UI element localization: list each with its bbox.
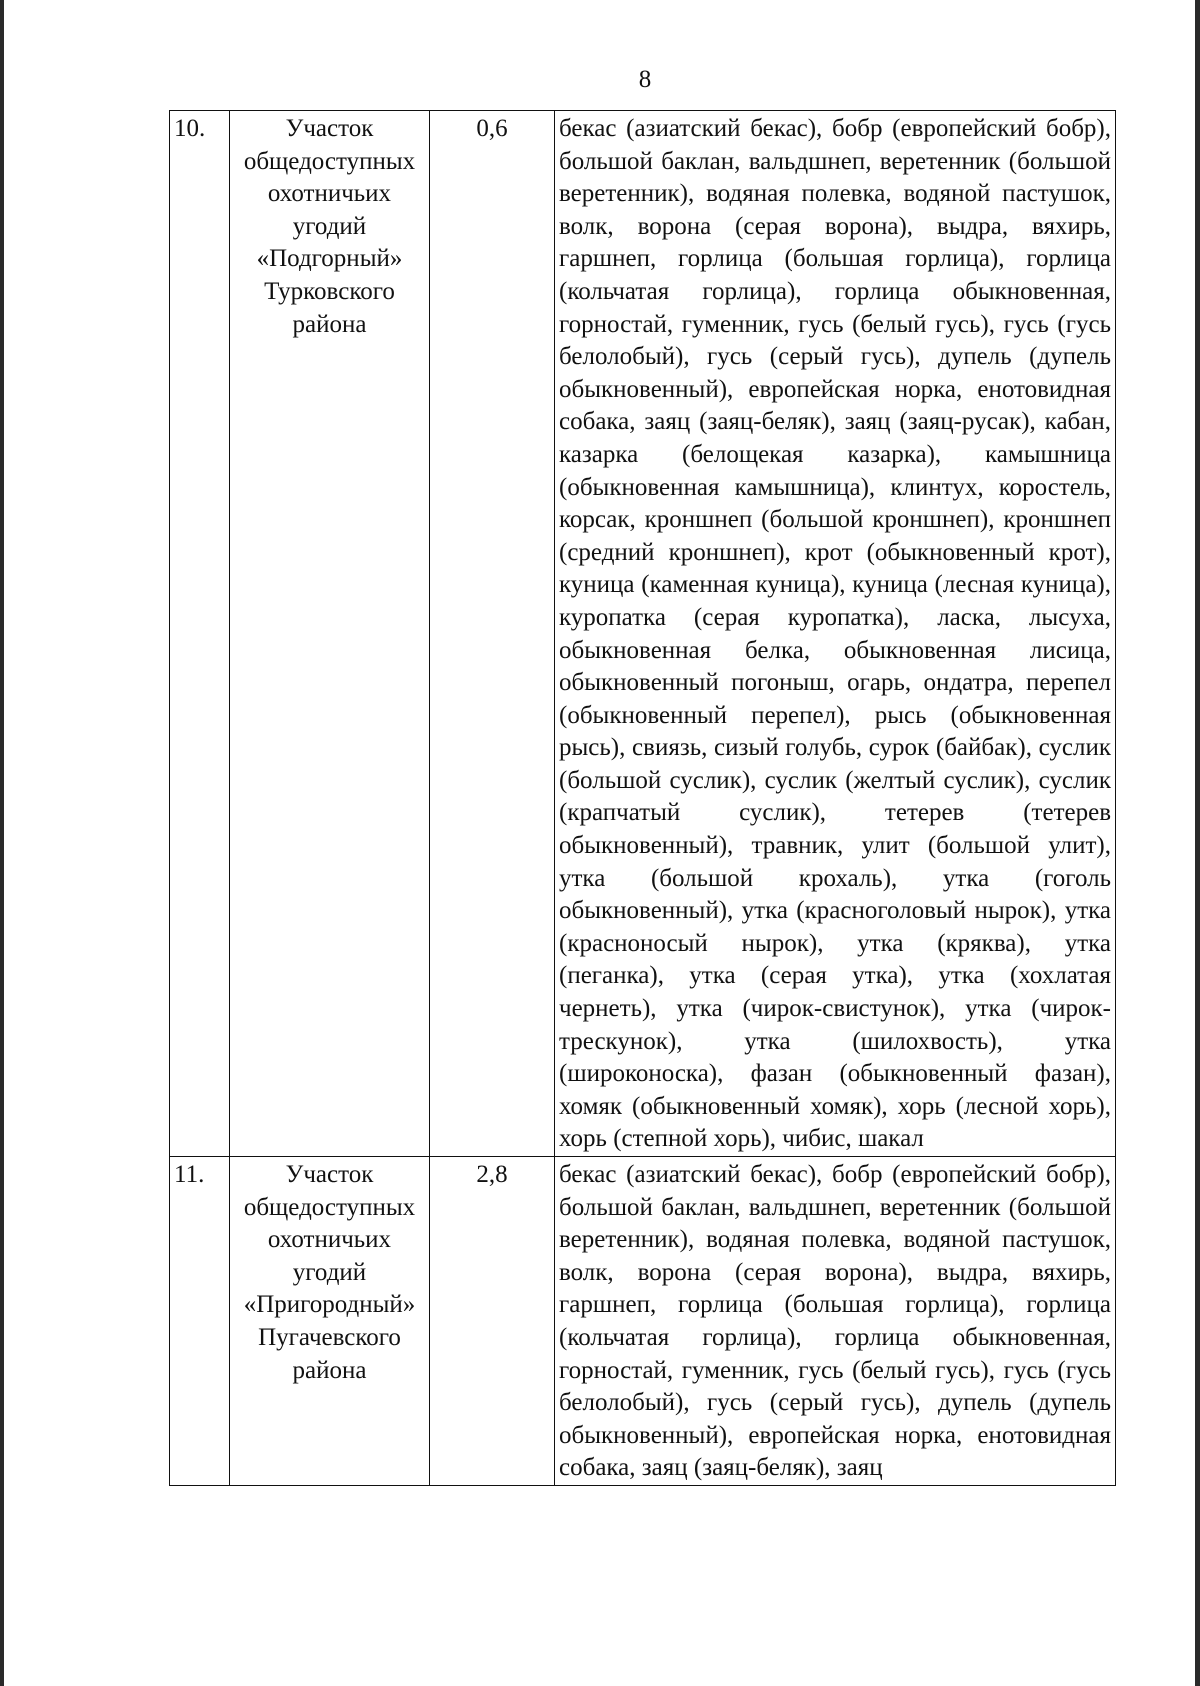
ground-name [230,111,430,1157]
ground-area: 0,6 [430,111,555,1157]
ground-name-line: района [292,310,367,338]
ground-name-line: Пугачевского [258,1323,401,1351]
scan-edge-right [1195,0,1200,1686]
ground-name-line: Участок [285,115,374,142]
scan-edge-left [0,0,4,1686]
table-row [170,1157,1116,1486]
species-list: бекас (азиатский бекас), бобр (европейский бобр), большой баклан, вальдшнеп, веретенник (большой веретенник), водяная полевка, водяной пастушок, волк, ворона (серая ворона), выдра, вяхирь, гаршнеп, горлица (большая горлица), горлица (кольчатая горлица), горлица обыкновенная, горностай, гуменник, гусь (белый гусь), гусь (гусь белолобый), гусь (серый гусь), дупель (дупель обыкновенный), европейская норка, енотовидная собака, заяц (заяц-беляк), заяц [555,1157,1116,1486]
ground-name-line: Турковского [264,277,395,305]
ground-name-line: «Подгорный» [256,245,403,273]
ground-name-line: «Пригородный» [243,1291,416,1319]
ground-name-line: охотничьих [267,180,392,208]
ground-name-line: угодий [292,212,367,240]
ground-name [230,1157,430,1486]
table-row [170,111,1116,1157]
ground-name-line: района [292,1356,367,1384]
row-number: 10. [170,111,230,1157]
ground-name-line: общедоступных [243,1193,416,1221]
ground-name-line: Участок [285,1161,374,1188]
ground-name-line: общедоступных [243,147,416,175]
ground-name-line: угодий [292,1258,367,1286]
hunting-grounds-table [169,110,1116,1486]
page-number: 8 [638,66,652,93]
ground-name-line: охотничьих [267,1226,392,1254]
ground-area: 2,8 [430,1157,555,1486]
species-list: бекас (азиатский бекас), бобр (европейский бобр), большой баклан, вальдшнеп, веретенник (большой веретенник), водяная полевка, водяной пастушок, волк, ворона (серая ворона), выдра, вяхирь, гаршнеп, горлица (большая горлица), горлица (кольчатая горлица), горлица обыкновенная, горностай, гуменник, гусь (белый гусь), гусь (гусь белолобый), гусь (серый гусь), дупель (дупель обыкновенный), европейская норка, енотовидная собака, заяц (заяц-беляк), заяц (заяц-русак), кабан, казарка (белощекая казарка), камышница (обыкновенная камышница), клинтух, коростель, корсак, кроншнеп (большой кроншнеп), кроншнеп (средний кроншнеп), крот (обыкновенный крот), куница (каменная куница), куница (лесная куница), куропатка (серая куропатка), ласка, лысуха, обыкновенная белка, обыкновенная лисица, обыкновенный погоныш, огарь, ондатра, перепел (обыкновенный перепел), рысь (обыкновенная рысь), свиязь, сизый голубь, сурок (байбак), суслик (большой суслик), суслик (желтый суслик), суслик (крапчатый суслик), тетерев (тетерев обыкновенный), травник, улит (большой улит), утка (большой крохаль), утка (гоголь обыкновенный), утка (красноголовый нырок), утка (красноносый нырок), утка (кряква), утка (пеганка), утка (серая утка), утка (хохлатая чернеть), утка (чирок-свистунок), утка (чирок-трескунок), утка (шилохвость), утка (широконоска), фазан (обыкновенный фазан), хомяк (обыкновенный хомяк), хорь (лесной хорь), хорь (степной хорь), чибис, шакал [555,111,1116,1157]
row-number: 11. [170,1157,230,1486]
